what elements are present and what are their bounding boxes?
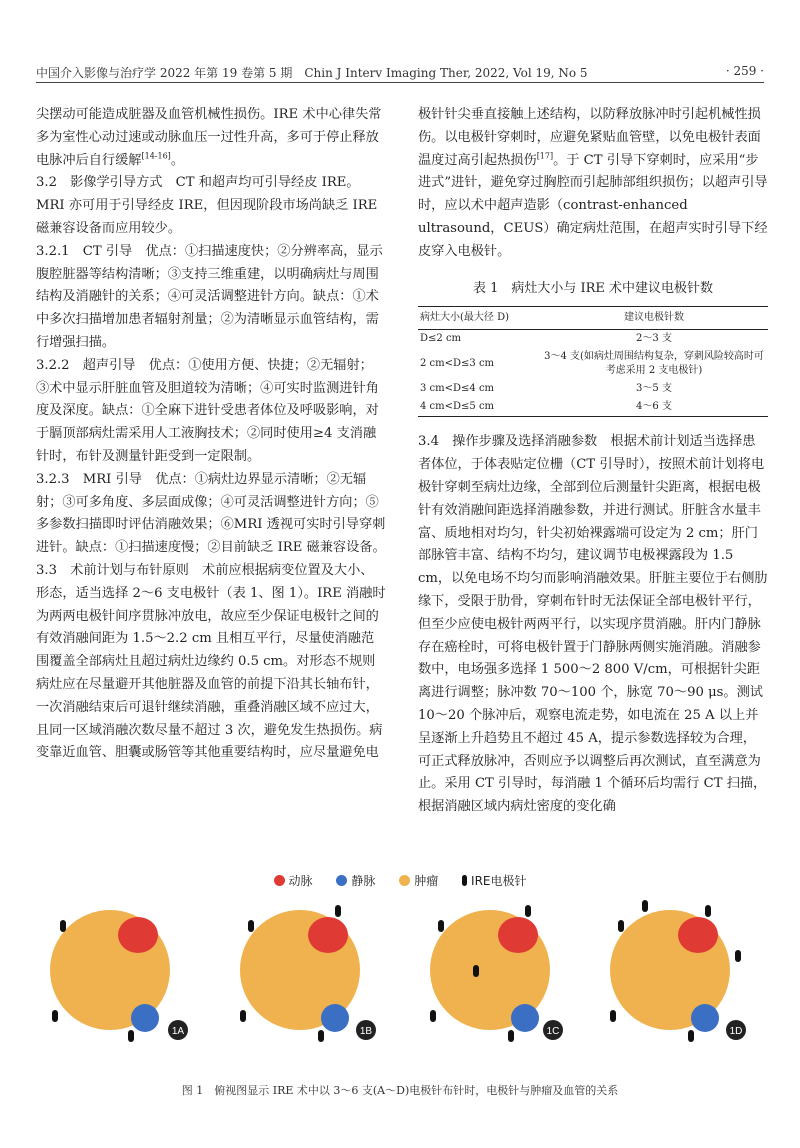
table-row — [418, 380, 768, 398]
electrode-needle — [430, 1010, 436, 1022]
electrode-needle — [508, 1030, 514, 1042]
panel-1c — [430, 905, 563, 1042]
electrode-needle — [52, 1010, 58, 1022]
panel-label-1c — [543, 1020, 563, 1040]
electrode-needle — [618, 920, 624, 932]
electrode-needle — [705, 905, 711, 917]
section-3-4: 3.4 操作步骤及选择消融参数 根据术前计划适当选择患者体位，于体表贴定位栅（CT 引导时），按照术前计划将电极针穿刺至病灶边缘，全部到位后测量针尖距离，根据电极针有效消融间距选择消融参数，并进行测试。肝脏含水量丰富、质地相对均匀，针尖初始裸露端可设定为 2 cm；肝门部脉管丰富、结构不均匀，建议调节电极裸露段为 1.5 cm，以免电场不均匀而影响消融效果。肝脏主要位于右侧肋缘下，受限于肋骨，穿刺布针时无法保证全部电极针平行，但至少应使电极针两两平行，以实现序贯消融。肝内门静脉存在癌栓时，可将电极针置于门静脉两侧实施消融。消融参数中，电场强多选择 1 500～2 800 V/cm，可根据针尖距离进行调整；脉冲数 70～100 个，脉宽 70～90 μs。测试 10～20 个脉冲后，观察电流走势，如电流在 25 A 以上并呈逐渐上升趋势且不超过 45 A，提示参数选择较为合理，可正式释放脉冲，否则应予以调整后再次测试，直至满意为止。采用 CT 引导时，每消融 1 个循环后均需行 CT 扫描，根据消融区域内病灶密度的变化确 — [418, 434, 768, 815]
figure-caption: 图 1 俯视图显示 IRE 术中以 3～6 支(A～D)电极针布针时，电极针与肿瘤及血管的关系 — [181, 1084, 619, 1097]
left-column — [36, 104, 386, 765]
svg-text:1C: 1C — [546, 1026, 560, 1037]
table-cell: 4～6 支 — [540, 398, 768, 417]
table-caption: 表 1 病灶大小与 IRE 术中建议电极针数 — [472, 280, 714, 296]
legend-vein: 静脉 — [336, 872, 375, 889]
electrode-needle — [525, 905, 531, 917]
artery-shape — [678, 917, 718, 953]
electrode-needle — [473, 965, 479, 977]
table-row — [418, 348, 768, 380]
panel-label-1a — [168, 1020, 188, 1040]
electrode-needle — [610, 1010, 616, 1022]
table-row — [418, 330, 768, 349]
electrode-needle — [335, 905, 341, 917]
legend-tumor: 肿瘤 — [399, 872, 438, 889]
table-cell: 3～4 支(如病灶周围结构复杂，穿刺风险较高时可考虑采用 2 支电极针) — [544, 351, 764, 377]
electrode-table — [418, 306, 768, 417]
paragraph: 极针针尖垂直接触上述结构，以防释放脉冲时引起机械性损伤。以电极针穿刺时，应避免紧贴血管壁，以免电极针表面温度过高引起热损伤[17]。于 CT 引导下穿刺时，应采用“步进式”进针，避免穿过胸腔而引起肺部组织损伤；以超声引导时，应以术中超声造影（contrast-enhanced ultrasound，CEUS）确定病灶范围，在超声实时引导下经皮穿入电极针。 — [418, 107, 768, 259]
panel-1a — [50, 910, 188, 1042]
vein-shape — [131, 1004, 159, 1032]
citation[interactable]: [14-16] — [141, 151, 171, 161]
table-cell: 4 cm<D≤5 cm — [418, 398, 540, 417]
journal-citation: 中国介入影像与治疗学 2022 年第 19 卷第 5 期 Chin J Interv Imaging Ther, 2022, Vol 19, No 5 — [36, 66, 588, 80]
table-cell: D≤2 cm — [420, 333, 462, 345]
panel-label-1d — [726, 1020, 746, 1040]
vein-shape — [511, 1004, 539, 1032]
panel-1d — [610, 900, 746, 1042]
section-3-2: 3.2 影像学引导方式 CT 和超声均可引导经皮 IRE。MRI 亦可用于引导经皮 IRE，但因现阶段市场尚缺乏 IRE 磁兼容设备而应用较少。 — [36, 175, 378, 236]
paragraph: 尖摆动可能造成脏器及血管机械性损伤。IRE 术中心律失常多为室性心动过速或动脉血压一过性升高，多可于停止释放电脉冲后自行缓解[14-16]。 — [36, 107, 382, 168]
artery-shape — [498, 917, 538, 953]
electrode-needle — [60, 920, 66, 932]
section-3-3: 3.3 术前计划与布针原则 术前应根据病变位置及大小、形态，适当选择 2～6 支电极针（表 1、图 1）。IRE 消融时为两两电极针间序贯脉冲放电，故应至少保证电极针之间的有效消融间距为 1.5～2.2 cm 且相互平行，尽量使消融范围覆盖全部病灶且超过病灶边缘约 0.5 cm。对形态不规则病灶应在尽量避开其他脏器及血管的前提下沿其长轴布针，一次消融结束后可退针继续消融，重叠消融区域不应过大，且同一区域消融次数尽量不超过 3 次，避免发生热损伤。病变靠近血管、胆囊或肠管等其他重要结构时，应尽量避免电 — [36, 562, 386, 761]
table-cell: 3 cm<D≤4 cm — [420, 383, 495, 395]
table-cell: 2～3 支 — [636, 333, 672, 345]
panel-1b — [240, 905, 376, 1042]
table-header: 病灶大小(最大径 D) — [418, 307, 540, 330]
page-number: · 259 · — [725, 64, 764, 78]
electrode-needle — [318, 1030, 324, 1042]
electrode-needle — [642, 900, 648, 912]
right-column — [418, 104, 768, 819]
figure-legend — [0, 872, 800, 889]
svg-text:1B: 1B — [359, 1026, 373, 1037]
section-3-2-3: 3.2.3 MRI 引导 优点：①病灶边界显示清晰；②无辐射；③可多角度、多层面成像；④可灵活调整进针方向；⑤多参数扫描即时评估消融效果；⑥MRI 透视可实时引导穿刺进针。缺点：①扫描速度慢；②目前缺乏 IRE 磁兼容设备。 — [36, 471, 386, 556]
artery-shape — [308, 917, 348, 953]
artery-shape — [118, 917, 158, 953]
table-header: 建议电极针数 — [540, 307, 768, 330]
figure-1 — [0, 890, 800, 1070]
electrode-needle — [248, 920, 254, 932]
electrode-needle — [688, 1030, 694, 1042]
electrode-needle — [438, 920, 444, 932]
electrode-needle — [735, 950, 741, 962]
table-row — [418, 398, 768, 417]
legend-artery: 动脉 — [274, 872, 313, 889]
svg-text:1D: 1D — [729, 1026, 743, 1037]
svg-text:1A: 1A — [171, 1026, 185, 1037]
legend-electrode: IRE电极针 — [462, 872, 526, 889]
section-3-2-2: 3.2.2 超声引导 优点：①使用方便、快捷；②无辐射；③术中显示肝脏血管及胆道较为清晰；④可实时监测进针角度及深度。缺点：①全麻下进针受患者体位及呼吸影响，对于膈顶部病灶需采用人工液胸技术；②同时使用≥4 支消融针时，布针及测量针距受到一定限制。 — [36, 357, 379, 464]
vein-shape — [691, 1004, 719, 1032]
table-cell: 3～5 支 — [636, 383, 672, 395]
panel-label-1b — [356, 1020, 376, 1040]
table-cell: 2 cm<D≤3 cm — [420, 358, 495, 370]
running-header — [36, 64, 764, 83]
electrode-needle — [240, 1010, 246, 1022]
vein-shape — [321, 1004, 349, 1032]
electrode-needle — [128, 1030, 134, 1042]
section-3-2-1: 3.2.1 CT 引导 优点：①扫描速度快；②分辨率高，显示腹腔脏器等结构清晰；③支持三维重建，以明确病灶与周围结构及消融针的关系；④可灵活调整进针方向。缺点：①术中多次扫描增加患者辐射剂量；②为清晰显示血管结构，需行增强扫描。 — [36, 243, 383, 350]
citation[interactable]: [17] — [536, 151, 554, 161]
